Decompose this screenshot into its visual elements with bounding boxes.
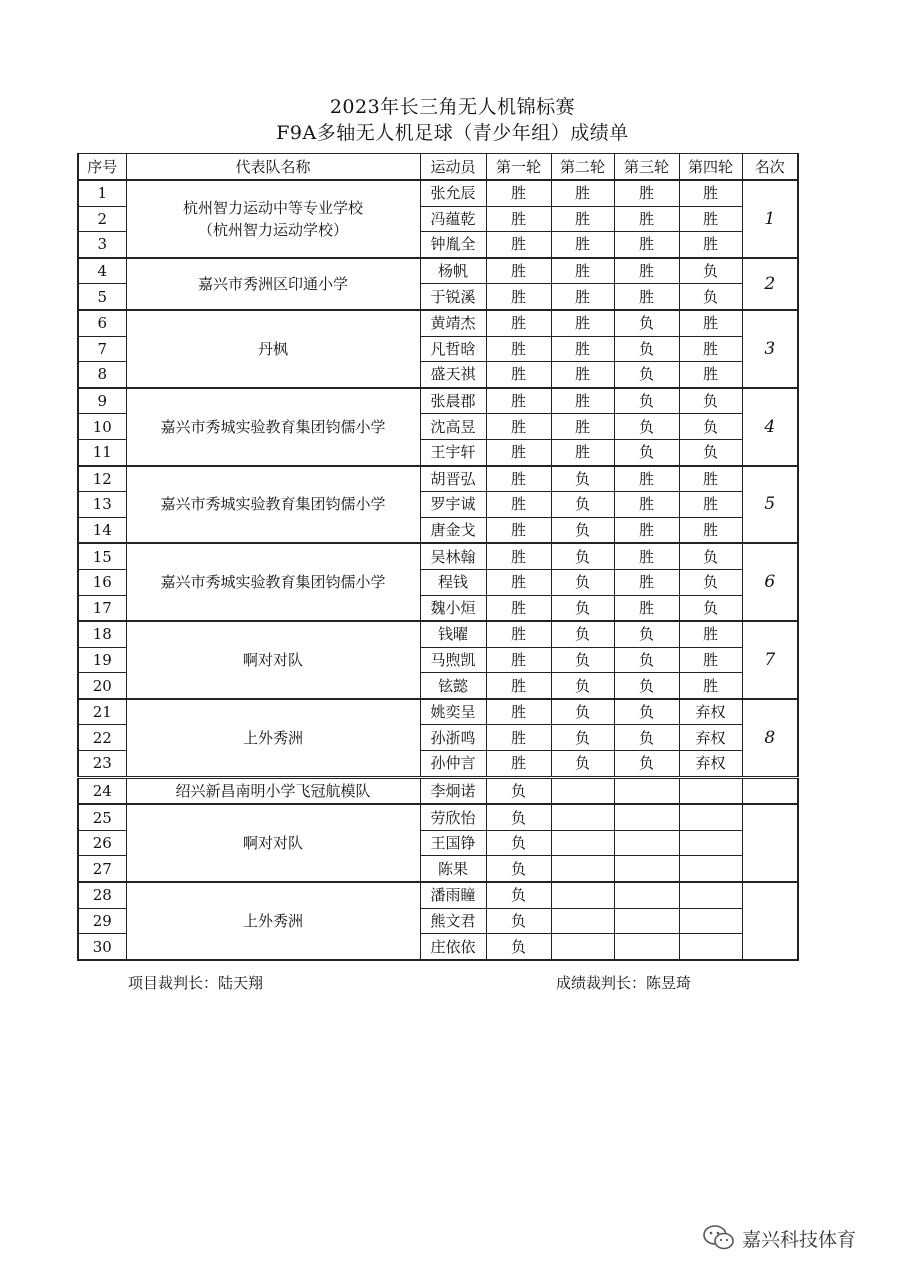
row-number: 14: [78, 517, 126, 543]
round-result: 胜: [486, 751, 551, 778]
round-result: 胜: [486, 673, 551, 699]
round-result: 胜: [486, 466, 551, 492]
row-number: 18: [78, 621, 126, 647]
round-result: 胜: [679, 310, 742, 336]
round-result: 胜: [486, 569, 551, 595]
rank: 7: [742, 621, 798, 699]
round-result: 胜: [486, 388, 551, 414]
round-result: 胜: [486, 621, 551, 647]
row-number: 3: [78, 232, 126, 258]
table-row: [78, 804, 798, 830]
round-result: 负: [551, 595, 614, 621]
round-result: 胜: [486, 699, 551, 725]
athlete-name: 胡晋弘: [420, 466, 486, 492]
athlete-name: 熊文君: [420, 908, 486, 934]
round-result: [551, 830, 614, 856]
athlete-name: 李炯诺: [420, 777, 486, 804]
row-number: 15: [78, 543, 126, 569]
round-result: 负: [679, 388, 742, 414]
team-name: 上外秀洲: [126, 882, 420, 960]
athlete-name: 冯蕴乾: [420, 206, 486, 232]
round-result: 负: [614, 336, 679, 362]
row-number: 2: [78, 206, 126, 232]
round-result: 胜: [486, 232, 551, 258]
round-result: 负: [614, 388, 679, 414]
team-name: 上外秀洲: [126, 699, 420, 777]
round-result: 负: [614, 439, 679, 465]
round-result: 胜: [614, 569, 679, 595]
round-result: 负: [614, 673, 679, 699]
athlete-name: 魏小烜: [420, 595, 486, 621]
round-result: 负: [679, 284, 742, 310]
round-result: 胜: [486, 543, 551, 569]
chief-referee: 项目裁判长：陆天翔: [128, 974, 264, 992]
row-number: 24: [78, 777, 126, 804]
row-number: 23: [78, 751, 126, 778]
round-result: 负: [551, 699, 614, 725]
round-result: 胜: [614, 180, 679, 206]
round-result: 胜: [486, 206, 551, 232]
scoring-chief-referee: 成绩裁判长：陈昱琦: [556, 974, 692, 992]
round-result: 负: [551, 673, 614, 699]
table-row: [78, 882, 798, 908]
table-row: [78, 466, 798, 492]
table-row: [78, 388, 798, 414]
round-result: 胜: [486, 517, 551, 543]
round-result: 负: [679, 595, 742, 621]
round-result: 负: [614, 699, 679, 725]
team-name: 嘉兴市秀城实验教育集团钧儒小学: [126, 388, 420, 466]
round-result: 负: [614, 647, 679, 673]
rank: [742, 777, 798, 804]
round-result: 胜: [679, 492, 742, 518]
round-result: 负: [679, 414, 742, 440]
round-result: [679, 882, 742, 908]
round-result: 负: [614, 310, 679, 336]
rank: 3: [742, 310, 798, 388]
round-result: 胜: [486, 725, 551, 751]
team-name: 嘉兴市秀城实验教育集团钧儒小学: [126, 466, 420, 544]
results-table: [77, 153, 799, 961]
athlete-name: 铉懿: [420, 673, 486, 699]
round-result: 胜: [614, 543, 679, 569]
row-number: 26: [78, 830, 126, 856]
round-result: [679, 908, 742, 934]
round-result: 胜: [614, 258, 679, 284]
athlete-name: 盛天祺: [420, 362, 486, 388]
athlete-name: 孙浙鸣: [420, 725, 486, 751]
athlete-name: 劳欣怡: [420, 804, 486, 830]
row-number: 4: [78, 258, 126, 284]
round-result: 负: [551, 569, 614, 595]
round-result: 负: [486, 830, 551, 856]
team-name: 丹枫: [126, 310, 420, 388]
column-header: 代表队名称: [126, 154, 420, 181]
round-result: 胜: [614, 284, 679, 310]
row-number: 13: [78, 492, 126, 518]
athlete-name: 凡哲晗: [420, 336, 486, 362]
round-result: 负: [486, 882, 551, 908]
column-header: 第二轮: [551, 154, 614, 181]
round-result: [551, 908, 614, 934]
row-number: 25: [78, 804, 126, 830]
athlete-name: 王宇轩: [420, 439, 486, 465]
round-result: [551, 882, 614, 908]
round-result: 弃权: [679, 725, 742, 751]
team-name: 啊对对队: [126, 621, 420, 699]
round-result: 负: [614, 725, 679, 751]
round-result: 胜: [551, 310, 614, 336]
athlete-name: 陈果: [420, 856, 486, 882]
row-number: 17: [78, 595, 126, 621]
athlete-name: 罗宇诚: [420, 492, 486, 518]
watermark-text: 嘉兴科技体育: [742, 1228, 857, 1251]
column-header: 序号: [78, 154, 126, 181]
table-header-row: [78, 154, 798, 181]
round-result: 胜: [679, 517, 742, 543]
round-result: 负: [486, 908, 551, 934]
round-result: 胜: [679, 673, 742, 699]
row-number: 5: [78, 284, 126, 310]
table-row: [78, 699, 798, 725]
column-header: 第三轮: [614, 154, 679, 181]
column-header: 运动员: [420, 154, 486, 181]
round-result: 负: [679, 543, 742, 569]
round-result: 负: [679, 439, 742, 465]
column-header: 名次: [742, 154, 798, 181]
row-number: 7: [78, 336, 126, 362]
round-result: 负: [614, 362, 679, 388]
round-result: 负: [551, 492, 614, 518]
athlete-name: 唐金戈: [420, 517, 486, 543]
round-result: 胜: [614, 492, 679, 518]
round-result: 胜: [551, 206, 614, 232]
athlete-name: 张晨郡: [420, 388, 486, 414]
round-result: 负: [551, 466, 614, 492]
round-result: 胜: [614, 466, 679, 492]
round-result: [551, 934, 614, 960]
watermark: [702, 1224, 856, 1252]
round-result: [679, 777, 742, 804]
round-result: 胜: [614, 517, 679, 543]
round-result: 负: [486, 934, 551, 960]
table-row: [78, 258, 798, 284]
round-result: 胜: [551, 439, 614, 465]
round-result: [679, 934, 742, 960]
athlete-name: 张允辰: [420, 180, 486, 206]
round-result: 胜: [679, 647, 742, 673]
athlete-name: 杨帆: [420, 258, 486, 284]
round-result: 胜: [486, 647, 551, 673]
table-row: [78, 777, 798, 804]
round-result: 胜: [551, 284, 614, 310]
round-result: 负: [486, 777, 551, 804]
round-result: 负: [551, 647, 614, 673]
row-number: 30: [78, 934, 126, 960]
round-result: [614, 777, 679, 804]
round-result: 胜: [679, 362, 742, 388]
round-result: [614, 804, 679, 830]
document-subtitle: F9A多轴无人机足球（青少年组）成绩单: [276, 122, 629, 144]
round-result: 胜: [679, 206, 742, 232]
round-result: [614, 830, 679, 856]
row-number: 8: [78, 362, 126, 388]
athlete-name: 于锐溪: [420, 284, 486, 310]
round-result: 负: [551, 751, 614, 778]
round-result: 负: [551, 543, 614, 569]
athlete-name: 王国铮: [420, 830, 486, 856]
round-result: 胜: [486, 439, 551, 465]
team-name: 嘉兴市秀洲区印通小学: [126, 258, 420, 310]
row-number: 6: [78, 310, 126, 336]
round-result: [614, 908, 679, 934]
table-row: [78, 180, 798, 206]
round-result: 胜: [551, 414, 614, 440]
rank: 8: [742, 699, 798, 777]
round-result: [679, 830, 742, 856]
column-header: 第四轮: [679, 154, 742, 181]
rank: [742, 804, 798, 882]
round-result: 胜: [614, 206, 679, 232]
wechat-icon: [702, 1224, 736, 1252]
round-result: 胜: [486, 258, 551, 284]
round-result: 胜: [679, 232, 742, 258]
team-name: 嘉兴市秀城实验教育集团钧儒小学: [126, 543, 420, 621]
athlete-name: 钟胤全: [420, 232, 486, 258]
row-number: 12: [78, 466, 126, 492]
rank: 5: [742, 466, 798, 544]
round-result: 胜: [486, 336, 551, 362]
round-result: 胜: [486, 492, 551, 518]
round-result: 负: [551, 725, 614, 751]
round-result: 胜: [679, 336, 742, 362]
round-result: [679, 856, 742, 882]
round-result: 胜: [486, 284, 551, 310]
athlete-name: 钱曜: [420, 621, 486, 647]
team-name: 绍兴新昌南明小学飞冠航模队: [126, 777, 420, 804]
row-number: 28: [78, 882, 126, 908]
rank: 1: [742, 180, 798, 258]
round-result: [614, 882, 679, 908]
team-name: 啊对对队: [126, 804, 420, 882]
round-result: 胜: [486, 414, 551, 440]
round-result: 胜: [551, 362, 614, 388]
row-number: 16: [78, 569, 126, 595]
round-result: [551, 804, 614, 830]
round-result: 负: [614, 414, 679, 440]
team-name: 杭州智力运动中等专业学校 （杭州智力运动学校）: [126, 180, 420, 258]
round-result: 负: [614, 751, 679, 778]
round-result: 胜: [486, 362, 551, 388]
round-result: 胜: [614, 595, 679, 621]
round-result: 胜: [551, 180, 614, 206]
round-result: 胜: [614, 232, 679, 258]
round-result: 负: [486, 856, 551, 882]
athlete-name: 程钱: [420, 569, 486, 595]
round-result: 胜: [679, 621, 742, 647]
table-row: [78, 310, 798, 336]
rank: 4: [742, 388, 798, 466]
round-result: 负: [614, 621, 679, 647]
athlete-name: 姚奕呈: [420, 699, 486, 725]
round-result: 负: [551, 517, 614, 543]
round-result: 胜: [486, 310, 551, 336]
athlete-name: 沈高昱: [420, 414, 486, 440]
round-result: 胜: [551, 258, 614, 284]
table-row: [78, 621, 798, 647]
round-result: [551, 856, 614, 882]
athlete-name: 黄靖杰: [420, 310, 486, 336]
round-result: [614, 856, 679, 882]
athlete-name: 孙仲言: [420, 751, 486, 778]
round-result: 胜: [551, 388, 614, 414]
round-result: 负: [551, 621, 614, 647]
athlete-name: 吴林翰: [420, 543, 486, 569]
rank: [742, 882, 798, 960]
round-result: 负: [679, 258, 742, 284]
rank: 2: [742, 258, 798, 310]
round-result: 胜: [551, 336, 614, 362]
round-result: [679, 804, 742, 830]
round-result: 胜: [679, 180, 742, 206]
table-row: [78, 543, 798, 569]
row-number: 19: [78, 647, 126, 673]
row-number: 10: [78, 414, 126, 440]
rank: 6: [742, 543, 798, 621]
row-number: 21: [78, 699, 126, 725]
round-result: 负: [679, 569, 742, 595]
row-number: 29: [78, 908, 126, 934]
row-number: 11: [78, 439, 126, 465]
row-number: 22: [78, 725, 126, 751]
athlete-name: 庄依依: [420, 934, 486, 960]
column-header: 第一轮: [486, 154, 551, 181]
round-result: [551, 777, 614, 804]
round-result: [614, 934, 679, 960]
row-number: 1: [78, 180, 126, 206]
row-number: 9: [78, 388, 126, 414]
round-result: 弃权: [679, 699, 742, 725]
round-result: 胜: [486, 595, 551, 621]
athlete-name: 潘雨瞳: [420, 882, 486, 908]
document-title: 2023年长三角无人机锦标赛: [329, 96, 576, 118]
round-result: 负: [486, 804, 551, 830]
round-result: 胜: [551, 232, 614, 258]
round-result: 胜: [486, 180, 551, 206]
row-number: 27: [78, 856, 126, 882]
athlete-name: 马煦凯: [420, 647, 486, 673]
row-number: 20: [78, 673, 126, 699]
round-result: 胜: [679, 466, 742, 492]
round-result: 弃权: [679, 751, 742, 778]
